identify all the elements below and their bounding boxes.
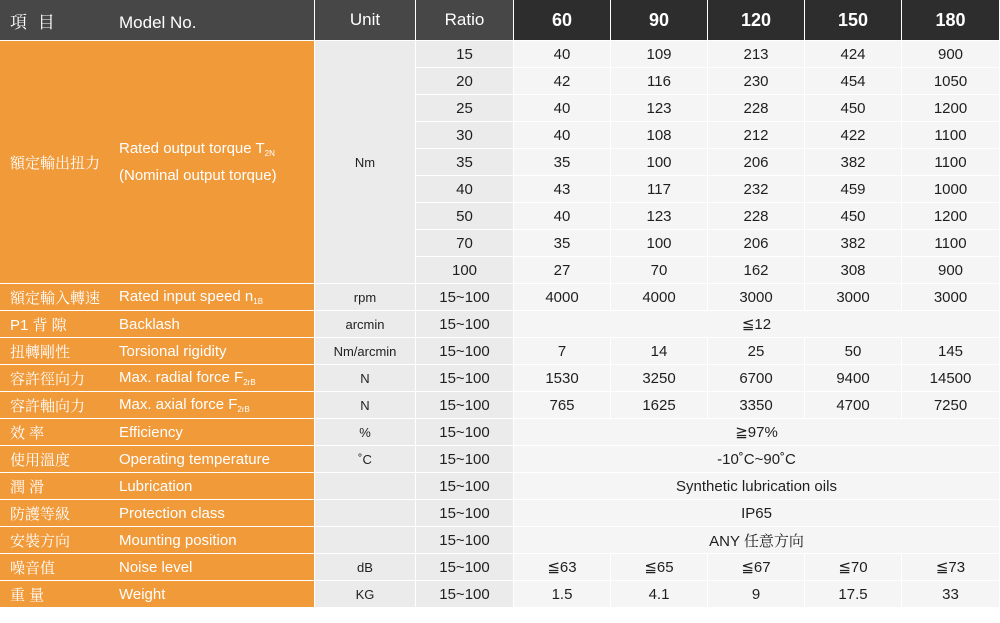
merged-value-cell: ≦12 bbox=[514, 311, 1000, 338]
mounting-label bbox=[0, 527, 315, 554]
value-cell: 382 bbox=[805, 230, 902, 257]
value-cell: 7250 bbox=[902, 392, 1000, 419]
value-cell: 228 bbox=[708, 203, 805, 230]
merged-value-cell: ≧97% bbox=[514, 419, 1000, 446]
value-cell: 35 bbox=[514, 230, 611, 257]
value-cell: 308 bbox=[805, 257, 902, 284]
protection-zh: 防護等級 bbox=[10, 505, 71, 523]
efficiency-en: Efficiency bbox=[119, 423, 183, 441]
value-cell: 40 bbox=[514, 95, 611, 122]
value-cell: 9400 bbox=[805, 365, 902, 392]
rated-torque-en-line1: Rated output torque T bbox=[119, 139, 265, 157]
backlash-en: Backlash bbox=[119, 315, 180, 333]
value-cell: 109 bbox=[611, 41, 708, 68]
value-cell: ≦73 bbox=[902, 554, 1000, 581]
merged-value-cell: -10˚C~90˚C bbox=[514, 446, 1000, 473]
axial-en bbox=[119, 396, 250, 414]
ratio-cell: 15~100 bbox=[416, 473, 514, 500]
unit-cell: KG bbox=[315, 581, 416, 608]
spec-row-efficiency bbox=[0, 419, 1000, 446]
size-header-150: 150 bbox=[805, 0, 902, 41]
ratio-cell: 70 bbox=[416, 230, 514, 257]
mounting-en: Mounting position bbox=[119, 531, 237, 549]
value-cell: 206 bbox=[708, 230, 805, 257]
value-cell: ≦63 bbox=[514, 554, 611, 581]
ratio-cell: 15~100 bbox=[416, 338, 514, 365]
value-cell: 382 bbox=[805, 149, 902, 176]
value-cell: 17.5 bbox=[805, 581, 902, 608]
header-row bbox=[0, 0, 1000, 41]
axial-zh: 容許軸向力 bbox=[10, 397, 86, 415]
radial-subscript: 2rB bbox=[243, 378, 256, 387]
value-cell: 123 bbox=[611, 95, 708, 122]
ratio-header: Ratio bbox=[416, 0, 514, 41]
value-cell: 450 bbox=[805, 95, 902, 122]
rated-torque-label bbox=[0, 41, 315, 284]
size-header-90: 90 bbox=[611, 0, 708, 41]
size-header-180: 180 bbox=[902, 0, 1000, 41]
input-speed-en-text: Rated input speed n bbox=[119, 288, 254, 305]
value-cell: 459 bbox=[805, 176, 902, 203]
value-cell: 1.5 bbox=[514, 581, 611, 608]
ratio-cell: 15~100 bbox=[416, 311, 514, 338]
noise-zh: 噪音值 bbox=[10, 559, 56, 577]
value-cell: 40 bbox=[514, 122, 611, 149]
unit-cell: N bbox=[315, 365, 416, 392]
value-cell: 900 bbox=[902, 41, 1000, 68]
ratio-cell: 15~100 bbox=[416, 284, 514, 311]
value-cell: 424 bbox=[805, 41, 902, 68]
unit-cell bbox=[315, 527, 416, 554]
backlash-label bbox=[0, 311, 315, 338]
weight-label bbox=[0, 581, 315, 608]
value-cell: 145 bbox=[902, 338, 1000, 365]
value-cell: 9 bbox=[708, 581, 805, 608]
axial-subscript: 2rB bbox=[237, 405, 250, 414]
axial-label bbox=[0, 392, 315, 419]
value-cell: 40 bbox=[514, 203, 611, 230]
unit-cell: dB bbox=[315, 554, 416, 581]
radial-en bbox=[119, 369, 256, 387]
item-model-header bbox=[0, 0, 315, 41]
radial-en-text: Max. radial force F bbox=[119, 369, 244, 386]
item-header-zh: 項 目 bbox=[10, 12, 58, 32]
input-speed-label bbox=[0, 284, 315, 311]
unit-cell: rpm bbox=[315, 284, 416, 311]
unit-cell: Nm/arcmin bbox=[315, 338, 416, 365]
temperature-zh: 使用溫度 bbox=[10, 451, 71, 469]
spec-row-weight bbox=[0, 581, 1000, 608]
spec-row-noise bbox=[0, 554, 1000, 581]
value-cell: 33 bbox=[902, 581, 1000, 608]
merged-value-cell: IP65 bbox=[514, 500, 1000, 527]
spec-row-input-speed bbox=[0, 284, 1000, 311]
unit-header: Unit bbox=[315, 0, 416, 41]
value-cell: 3350 bbox=[708, 392, 805, 419]
value-cell: 70 bbox=[611, 257, 708, 284]
unit-cell bbox=[315, 473, 416, 500]
value-cell: 213 bbox=[708, 41, 805, 68]
torsional-en: Torsional rigidity bbox=[119, 342, 227, 360]
ratio-cell: 15~100 bbox=[416, 419, 514, 446]
weight-zh: 重 量 bbox=[10, 586, 45, 604]
value-cell: 1625 bbox=[611, 392, 708, 419]
size-header-60: 60 bbox=[514, 0, 611, 41]
ratio-cell: 15~100 bbox=[416, 527, 514, 554]
value-cell: 100 bbox=[611, 230, 708, 257]
ratio-cell: 15~100 bbox=[416, 392, 514, 419]
value-cell: 212 bbox=[708, 122, 805, 149]
rated-torque-en-line2: (Nominal output torque) bbox=[119, 166, 277, 184]
spec-row-temperature bbox=[0, 446, 1000, 473]
rated-torque-en bbox=[119, 138, 277, 187]
value-cell: 1100 bbox=[902, 122, 1000, 149]
input-speed-zh: 額定輸入轉速 bbox=[10, 289, 101, 307]
value-cell: 123 bbox=[611, 203, 708, 230]
rated-torque-subscript: 2N bbox=[264, 148, 275, 158]
noise-label bbox=[0, 554, 315, 581]
ratio-cell: 35 bbox=[416, 149, 514, 176]
noise-en: Noise level bbox=[119, 558, 193, 576]
value-cell: 422 bbox=[805, 122, 902, 149]
ratio-cell: 15 bbox=[416, 41, 514, 68]
rated-torque-unit: Nm bbox=[315, 41, 416, 284]
torsional-zh: 扭轉剛性 bbox=[10, 343, 71, 361]
backlash-zh: P1 背 隙 bbox=[10, 316, 67, 334]
value-cell: 1100 bbox=[902, 149, 1000, 176]
input-speed-en bbox=[119, 288, 263, 306]
merged-value-cell: ANY 任意方向 bbox=[514, 527, 1000, 554]
spec-row-lubrication bbox=[0, 473, 1000, 500]
value-cell: 900 bbox=[902, 257, 1000, 284]
radial-label bbox=[0, 365, 315, 392]
value-cell: 42 bbox=[514, 68, 611, 95]
value-cell: 27 bbox=[514, 257, 611, 284]
radial-zh: 容許徑向力 bbox=[10, 370, 86, 388]
spec-row-mounting bbox=[0, 527, 1000, 554]
value-cell: 3000 bbox=[902, 284, 1000, 311]
value-cell: 116 bbox=[611, 68, 708, 95]
value-cell: 6700 bbox=[708, 365, 805, 392]
model-header: Model No. bbox=[119, 12, 197, 32]
spec-row-backlash bbox=[0, 311, 1000, 338]
value-cell: 35 bbox=[514, 149, 611, 176]
unit-cell: ˚C bbox=[315, 446, 416, 473]
value-cell: 1050 bbox=[902, 68, 1000, 95]
value-cell: 1530 bbox=[514, 365, 611, 392]
value-cell: 4.1 bbox=[611, 581, 708, 608]
value-cell: ≦67 bbox=[708, 554, 805, 581]
ratio-cell: 30 bbox=[416, 122, 514, 149]
rated-torque-zh: 額定輸出扭力 bbox=[10, 154, 101, 172]
value-cell: 1000 bbox=[902, 176, 1000, 203]
input-speed-subscript: 1B bbox=[253, 297, 264, 306]
weight-en: Weight bbox=[119, 585, 166, 603]
value-cell: 232 bbox=[708, 176, 805, 203]
lubrication-zh: 潤 滑 bbox=[10, 478, 45, 496]
spec-row-torsional-rigidity bbox=[0, 338, 1000, 365]
value-cell: 206 bbox=[708, 149, 805, 176]
axial-en-text: Max. axial force F bbox=[119, 396, 238, 413]
value-cell: 454 bbox=[805, 68, 902, 95]
value-cell: 230 bbox=[708, 68, 805, 95]
value-cell: 50 bbox=[805, 338, 902, 365]
protection-label bbox=[0, 500, 315, 527]
protection-en: Protection class bbox=[119, 504, 225, 522]
value-cell: 1200 bbox=[902, 95, 1000, 122]
unit-cell bbox=[315, 500, 416, 527]
spec-row-axial-force bbox=[0, 392, 1000, 419]
ratio-cell: 20 bbox=[416, 68, 514, 95]
value-cell: 108 bbox=[611, 122, 708, 149]
value-cell: 25 bbox=[708, 338, 805, 365]
value-cell: 228 bbox=[708, 95, 805, 122]
ratio-cell: 15~100 bbox=[416, 500, 514, 527]
temperature-label bbox=[0, 446, 315, 473]
value-cell: 117 bbox=[611, 176, 708, 203]
value-cell: 4000 bbox=[514, 284, 611, 311]
value-cell: 450 bbox=[805, 203, 902, 230]
value-cell: ≦70 bbox=[805, 554, 902, 581]
value-cell: 4700 bbox=[805, 392, 902, 419]
value-cell: 3000 bbox=[708, 284, 805, 311]
unit-cell: N bbox=[315, 392, 416, 419]
value-cell: ≦65 bbox=[611, 554, 708, 581]
ratio-cell: 100 bbox=[416, 257, 514, 284]
value-cell: 1100 bbox=[902, 230, 1000, 257]
ratio-cell: 15~100 bbox=[416, 365, 514, 392]
value-cell: 4000 bbox=[611, 284, 708, 311]
lubrication-label bbox=[0, 473, 315, 500]
ratio-cell: 15~100 bbox=[416, 554, 514, 581]
lubrication-en: Lubrication bbox=[119, 477, 193, 495]
unit-cell: % bbox=[315, 419, 416, 446]
value-cell: 162 bbox=[708, 257, 805, 284]
value-cell: 43 bbox=[514, 176, 611, 203]
value-cell: 3250 bbox=[611, 365, 708, 392]
value-cell: 100 bbox=[611, 149, 708, 176]
size-header-120: 120 bbox=[708, 0, 805, 41]
value-cell: 14500 bbox=[902, 365, 1000, 392]
spec-row-protection bbox=[0, 500, 1000, 527]
ratio-cell: 15~100 bbox=[416, 581, 514, 608]
table-row bbox=[0, 41, 1000, 68]
unit-cell: arcmin bbox=[315, 311, 416, 338]
efficiency-label bbox=[0, 419, 315, 446]
value-cell: 40 bbox=[514, 41, 611, 68]
ratio-cell: 25 bbox=[416, 95, 514, 122]
value-cell: 14 bbox=[611, 338, 708, 365]
value-cell: 7 bbox=[514, 338, 611, 365]
merged-value-cell: Synthetic lubrication oils bbox=[514, 473, 1000, 500]
ratio-cell: 50 bbox=[416, 203, 514, 230]
temperature-en: Operating temperature bbox=[119, 450, 270, 468]
mounting-zh: 安裝方向 bbox=[10, 532, 71, 550]
spec-row-radial-force bbox=[0, 365, 1000, 392]
value-cell: 1200 bbox=[902, 203, 1000, 230]
efficiency-zh: 效 率 bbox=[10, 424, 45, 442]
torsional-label bbox=[0, 338, 315, 365]
value-cell: 3000 bbox=[805, 284, 902, 311]
ratio-cell: 15~100 bbox=[416, 446, 514, 473]
value-cell: 765 bbox=[514, 392, 611, 419]
ratio-cell: 40 bbox=[416, 176, 514, 203]
